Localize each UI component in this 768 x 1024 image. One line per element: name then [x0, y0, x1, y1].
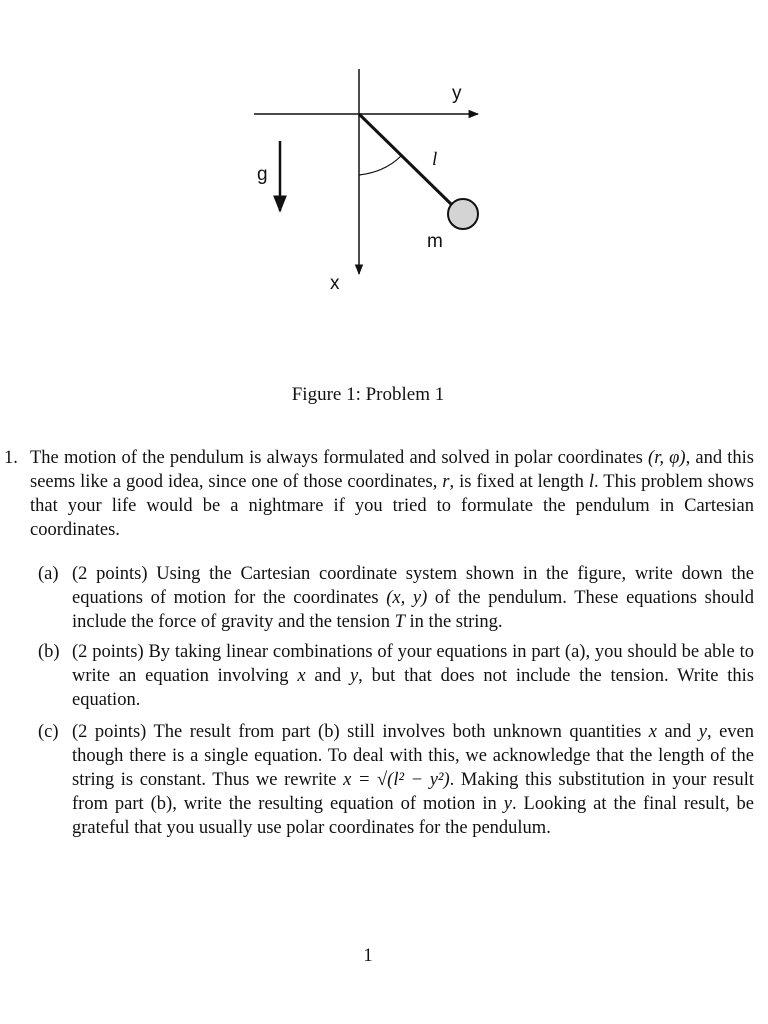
part-c-label: (c) — [38, 722, 59, 742]
part-b-label: (b) — [38, 642, 60, 662]
x-axis-label: x — [330, 273, 340, 294]
pendulum-string — [359, 114, 452, 205]
problem-text: The motion of the pendulum is always formulated and solved in polar coordinates (r, φ), and this seems like a good idea, since one of those coordinates, r, is fixed at length l. This problem shows that your life would be a nightmare if you tried to formulate the pendulum in Cartesian coordinates. — [30, 448, 754, 540]
pendulum-bob — [448, 199, 478, 229]
part-a-text: (2 points) Using the Cartesian coordinate system shown in the figure, write down the equations of motion for the coordinates (x, y) of the pendulum. These equations should include the force of gravity and the tension T in the string. — [72, 564, 754, 632]
mass-label: m — [427, 231, 443, 252]
page-number: 1 — [363, 946, 373, 966]
angle-arc — [359, 156, 401, 175]
figure-caption: Figure 1: Problem 1 — [291, 384, 445, 405]
problem-number: 1. — [4, 448, 18, 468]
part-b-text: (2 points) By taking linear combinations of your equations in part (a), you should be able to write an equation involving x and y, but that does not include the tension. Write this equation. — [72, 642, 754, 710]
length-label: l — [432, 149, 438, 170]
part-c-text: (2 points) The result from part (b) still involves both unknown quantities x and y, even though there is a single equation. To deal with this, we acknowledge that the length of the string is constant. Thus we rewrite x = √(l² − y²). Making this substitution in your result from part (b), write the resulting equation of motion in y. Looking at the final result, be grateful that you usually use polar coordinates for the pendulum. — [72, 722, 755, 838]
part-a-label: (a) — [38, 564, 59, 584]
pendulum-figure — [0, 0, 768, 320]
gravity-label: g — [257, 164, 268, 185]
y-axis-label: y — [452, 83, 462, 104]
